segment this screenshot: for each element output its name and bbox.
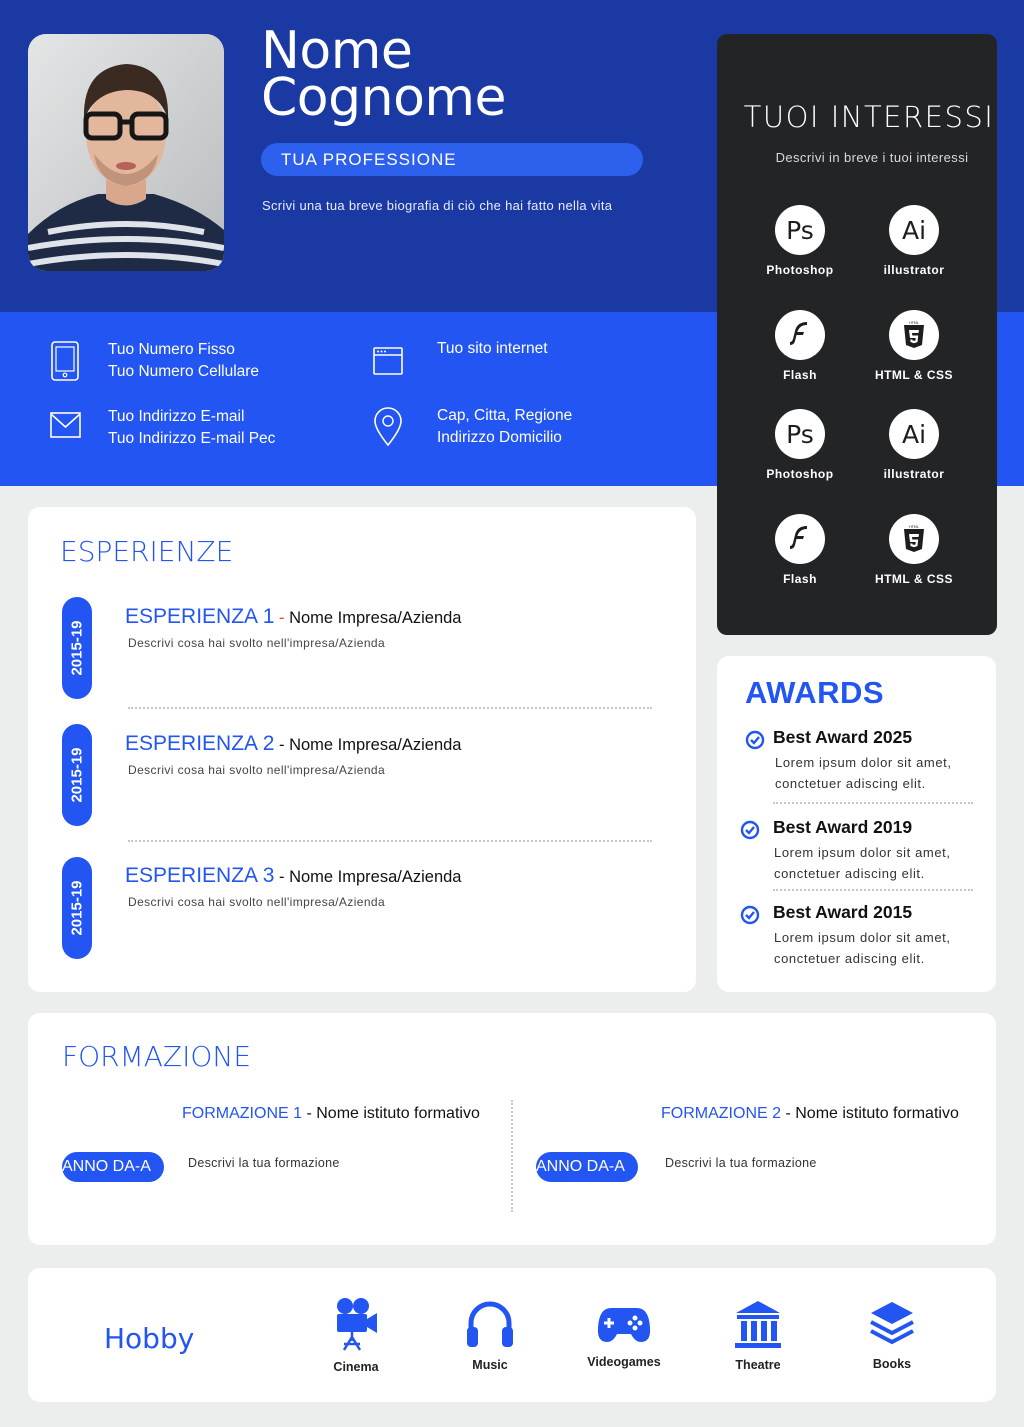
education-label: FORMAZIONE 2	[661, 1105, 782, 1122]
experience-role: ESPERIENZA 3	[125, 864, 275, 887]
divider	[128, 707, 652, 709]
contact-address	[437, 405, 572, 449]
skill-item	[859, 514, 969, 586]
hobby-label: Videogames	[587, 1355, 661, 1369]
divider	[511, 1100, 513, 1212]
experience-company: Nome Impresa/Azienda	[289, 868, 462, 886]
skill-label: Flash	[783, 572, 817, 586]
education-school: Nome istituto formativo	[316, 1105, 480, 1122]
illustrator-icon: Ai	[889, 409, 939, 459]
illustrator-icon: Ai	[889, 205, 939, 255]
experience-company: Nome Impresa/Azienda	[289, 609, 462, 627]
education-years-badge: ANNO DA-A	[62, 1152, 164, 1182]
last-name: Cognome	[261, 68, 507, 128]
theatre-building-icon	[733, 1299, 783, 1349]
bio-text: Scrivi una tua breve biografia di ciò che hai fatto nella vita	[262, 198, 613, 213]
interests-subtitle: Descrivi in breve i tuoi interessi	[775, 150, 969, 165]
photoshop-icon: Ps	[775, 409, 825, 459]
experience-description: Descrivi cosa hai svolto nell'impresa/Azienda	[128, 895, 386, 909]
headphones-icon	[464, 1297, 516, 1349]
experience-company: Nome Impresa/Azienda	[289, 736, 462, 754]
html5-icon	[889, 514, 939, 564]
education-description: Descrivi la tua formazione	[665, 1156, 817, 1170]
divider	[128, 840, 652, 842]
browser-window-icon	[373, 347, 403, 375]
separator: -	[781, 1105, 796, 1122]
hobby-title: Hobby	[104, 1322, 195, 1355]
movie-camera-icon	[331, 1297, 381, 1351]
education-school: Nome istituto formativo	[795, 1105, 959, 1122]
photoshop-icon: Ps	[775, 205, 825, 255]
hobby-item	[569, 1302, 679, 1369]
skill-item	[859, 409, 969, 481]
first-name: Nome	[261, 21, 413, 81]
phone-icon	[50, 340, 80, 382]
profile-photo	[28, 34, 224, 271]
award-text: Lorem ipsum dolor sit amet, conctetuer adiscing elit.	[774, 845, 951, 881]
html5-icon	[889, 310, 939, 360]
address-line2: Indirizzo Domicilio	[437, 429, 562, 446]
separator: -	[274, 868, 290, 886]
divider	[773, 889, 973, 891]
website: Tuo sito internet	[437, 340, 548, 357]
skill-label: HTML & CSS	[874, 572, 954, 586]
flash-icon	[775, 310, 825, 360]
skill-item	[859, 310, 969, 382]
education-heading	[182, 1105, 480, 1123]
experience-heading	[125, 864, 461, 888]
gamepad-icon	[597, 1302, 651, 1346]
hobby-label: Music	[472, 1358, 508, 1372]
award-title: Best Award 2015	[773, 902, 913, 922]
education-heading	[661, 1105, 959, 1123]
email: Tuo Indirizzo E-mail	[108, 408, 245, 425]
interests-title: TUOI INTERESSI	[743, 100, 995, 134]
hobby-label: Cinema	[333, 1360, 379, 1374]
award-text: Lorem ipsum dolor sit amet, conctetuer adiscing elit.	[775, 755, 952, 791]
award-text: Lorem ipsum dolor sit amet, conctetuer adiscing elit.	[774, 930, 951, 966]
skill-item	[745, 310, 855, 382]
experience-heading	[125, 605, 461, 629]
awards-title: AWARDS	[745, 675, 885, 710]
skill-label: HTML & CSS	[874, 368, 954, 382]
experience-role: ESPERIENZA 1	[125, 605, 275, 628]
experience-title: ESPERIENZE	[60, 535, 234, 568]
education-label: FORMAZIONE 1	[182, 1105, 303, 1122]
profession-badge: TUA PROFESSIONE	[261, 143, 643, 176]
experience-years-badge: 2015-19	[62, 857, 92, 959]
phone-fixed: Tuo Numero Fisso	[108, 341, 235, 358]
skill-item	[859, 205, 969, 277]
education-title: FORMAZIONE	[62, 1040, 252, 1073]
contact-phones	[108, 339, 259, 383]
hobby-item	[435, 1297, 545, 1372]
education-description: Descrivi la tua formazione	[188, 1156, 340, 1170]
separator: -	[302, 1105, 317, 1122]
divider	[773, 802, 973, 804]
separator: -	[274, 609, 290, 627]
address-line1: Cap, Citta, Regione	[437, 407, 573, 424]
contact-website	[437, 338, 548, 360]
check-circle-icon	[745, 730, 765, 750]
award-title: Best Award 2019	[773, 817, 913, 837]
education-years-badge: ANNO DA-A	[536, 1152, 638, 1182]
location-pin-icon	[373, 407, 403, 447]
full-name	[261, 21, 507, 128]
experience-years-badge: 2015-19	[62, 724, 92, 826]
hobby-item	[837, 1300, 947, 1371]
skill-item	[745, 205, 855, 277]
skill-label: Flash	[783, 368, 817, 382]
experience-description: Descrivi cosa hai svolto nell'impresa/Azienda	[128, 636, 386, 650]
phone-mobile: Tuo Numero Cellulare	[108, 363, 260, 380]
hobby-label: Theatre	[735, 1358, 781, 1372]
interests-panel	[717, 34, 997, 635]
hobby-label: Books	[872, 1357, 912, 1371]
skill-label: illustrator	[883, 467, 945, 481]
contact-emails	[108, 406, 275, 450]
envelope-icon	[50, 412, 81, 438]
skill-label: Photoshop	[766, 263, 834, 277]
svg-text:HTML: HTML	[909, 525, 919, 529]
hobby-item	[301, 1297, 411, 1374]
separator: -	[274, 736, 290, 754]
email-pec: Tuo Indirizzo E-mail Pec	[108, 430, 276, 447]
flash-icon	[775, 514, 825, 564]
layers-icon	[869, 1300, 915, 1348]
experience-heading	[125, 732, 461, 756]
skill-label: illustrator	[883, 263, 945, 277]
check-circle-icon	[740, 905, 760, 925]
skill-item	[745, 409, 855, 481]
hobby-item	[703, 1299, 813, 1372]
experience-years-badge: 2015-19	[62, 597, 92, 699]
experience-description: Descrivi cosa hai svolto nell'impresa/Azienda	[128, 763, 386, 777]
award-title: Best Award 2025	[773, 727, 913, 747]
experience-role: ESPERIENZA 2	[125, 732, 275, 755]
svg-text:HTML: HTML	[909, 321, 919, 325]
check-circle-icon	[740, 820, 760, 840]
skill-item	[745, 514, 855, 586]
skill-label: Photoshop	[766, 467, 834, 481]
